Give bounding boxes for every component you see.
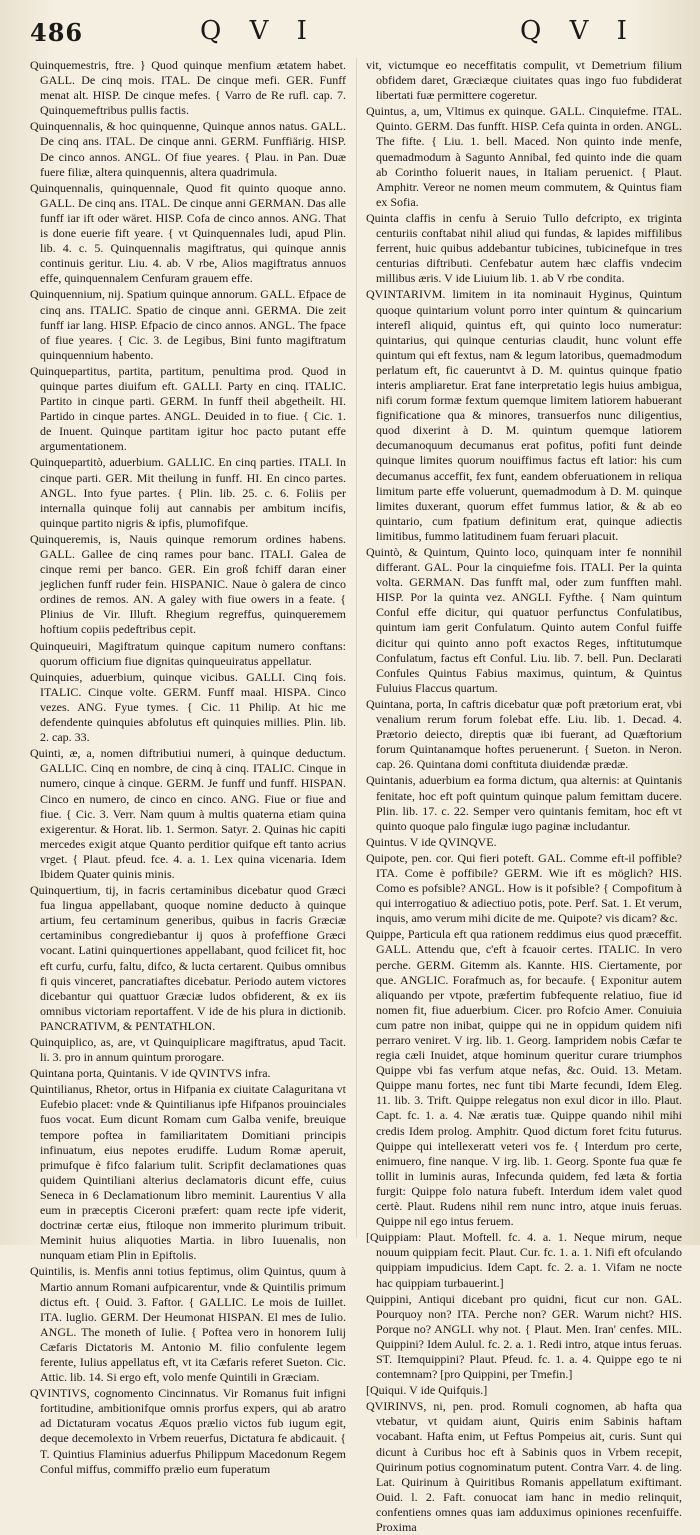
- dictionary-entry: Quippe, Particula eft qua rationem reddimus eius quod præceffit. GALL. Attendu que, c'eft à fcauoir certes. ITALIC. In vero perche. GERM. Gitemm als. Kannte. HIS. Ciertamente, por que. ANGLIC. Forafmuch as, for becaufe. { Exponitur autem aliquando per vtpote, præfertim fubfequente relatiuo, fiue id nomen fit, fiue aduerbium. Cicer. pro Rofcio Amer. Conuiuia cum patre non inibat, quippe qui ne in oppidum quidem nifi perraro veniret. V irg. lib. 1. Georg. Iampridem nobis Cæfar te regia cæli Inuidet, atque hominum queritur curare triumphos Quippe vbi fas verfum atque nefas, &c. Ouid. 13. Metam. Quippe manu fortes, nec funt tibi Marte fecundi, Idem Eleg. 11. lib. 3. Trift. Quippe relegatus non exul dicor in illo. Plaut. Capt. fc. 1. a. 4. Næ æratis tuæ. Quippe quando nihil mihi credis Idem prolog. Amphitr. Quod dictum foret fcitu futurus. Quippe qui intellexeratt veteri vos fe. { Interdum pro certe, enimuero, fine nanque. V irg. lib. 1. Georg. Sponte fua quæ fe tollit in luminis auras, Infecunda quidem, fed læta & fortia furgit: Quippe folo natura fubeft. Interdum idem valet quod certè. Plaut. Rudens nihil rem nunc intro, atque inuis feruas. Quippe nil ego intus feruem.: [366, 927, 682, 1229]
- dictionary-entry: Quinquennalis, quinquennale, Quod fit quinto quoque anno. GALL. De cinq ans. ITAL. De cinque anni GERMAN. Das alle funff iar ift oder wäret. HISP. Cofa de cinco annos. ANG. That is done euerie fift yeare. { vt Quinquennales ludi, apud Plin. lib. 4. c. 5. Quinquennalis magiftratus, qui quinque annis continuis geritur. Liu. 4. ab. V rbe, Alios magiftratus annuos effe, quinquennalem Cenfuram grauem effe.: [30, 180, 346, 286]
- dictionary-entry: [Quiqui. V ide Quifquis.]: [366, 1383, 488, 1398]
- dictionary-entry: Quippini, Antiqui dicebant pro quidni, ficut cur non. GAL. Pourquoy non? ITA. Perche non? GER. Warum nicht? HIS. Porque no? ANGLI. why not. { Plaut. Men. Iran' cenfes. MIL. Quippini? Idem Aulul. fc. 2. a. 1. Redi intro, atque intus feruas. ST. Itemquippini? Plaut. Pfeud. fc. 1. a. 4. Quippe ego te ni contemnam? [pro Quippini, per Tmefin.]: [366, 1291, 682, 1382]
- column-gutter: [356, 58, 357, 1238]
- dictionary-entry: Quinti, æ, a, nomen diftributiui numeri, à quinque deductum. GALLIC. Cinq en nombre, de cinq à cinq. ITALIC. Cinque in numero, cinque à cinque. GERM. Je funff und funff. HISPAN. Cinco en numero, de cinco en cinco. ANG. Fiue or fiue and fiue. { Cic. 3. Verr. Nam quum à multis quaterna etiam quina exigerentur. & Horat. lib. 1. Sermon. Satyr. 2. Quinas hic capiti mercedes exigit atque Quanto perditior quifque eft tanto acrius vrget. { Plaut. pfeud. fce. 4. a. 1. Lex quina vicenaria. Idem Ibidem Quater quinis minis.: [30, 746, 346, 881]
- page-number: 486: [30, 18, 84, 47]
- dictionary-entry: Quinqueuiri, Magiftratum quinque capitum numero conftans: quorum officium fiue dignitas quinqueuiratus appellatur.: [30, 638, 346, 668]
- dictionary-entry: vit, victumque eo neceffitatis compulit, vt Demetrium filium obfidem daret, Græciæque ciuitates quas ingo fuo fubdiderat libertati fuæ permittere cogeretur.: [366, 58, 682, 103]
- text-columns: [30, 58, 682, 1534]
- dictionary-entry: Quinqueremis, is, Nauis quinque remorum ordines habens. GALL. Gallee de cinq rames pour banc. ITALI. Galea de cinque remi per banco. GER. Ein groß fchiff daran einer jeglichen funff ruder fein. HISPANIC. Naue ò galera de cinco ordines de remos. AN. A galey with fiue owers in a feate. { Plinius de Vir. Illuft. Rhegium regreffus, quinqueremem hoftium copiis pedeftribus cepit.: [30, 531, 346, 637]
- dictionary-entry: QVINTARIVM. limitem in ita nominauit Hyginus, Quintum quoque quintarium volunt porro inter quintum & quincarium interefl aliquid, quintus eft, qui quinto loco numeratur: quintarius, qui quinque centurias claudit, hunc volunt effe quintum qui eft fextus, nam & legum latoribus, quemadmodum perlatum eft, fic caueruntvt à D. M. quintus quinque fpatio interis ampliaretur. Erat fane interpretatio legis huius ambigua, nifi corum formæ fextum quemque limitem latiorem habuerant fignificatione qua & minores, transuerfos nunc diligentius, quod dixerint à D. M. quintum quemque latiorem decumanoquum decumanus erat pofitus, pofiti funt deinde quinque limites quorum nouiffimus factus eft latior: his cum decumanus acceffit, fex funt, eandem obferuationem in reliqua limitum parte effe voluerunt, quemadmodum à D. M. quinque limites duxerant, quorum effet fummus latior, & & ab eo quintario, cum fpatium definitum erat, quinque adiectis limitibus, fummo latitudinem fuam feruari placuit.: [366, 287, 682, 543]
- dictionary-entry: QVIRINVS, ni, pen. prod. Romuli cognomen, ab hafta qua vtebatur, vt quidam aiunt, Quiris enim Sabinis haftam vocabant. Hafta enim, ut Feftus Pompeius ait, curis. Sunt qui dicunt à Curibus hoc eft à Sabinis quos in Vrbem recepit, Quirinum potius cognominatum putent. Contra Varr. 4. de ling. Lat. Quirinum à Quiritibus Romanis appellatum exiftimant. Ouid. l. 2. Faft. conuocat iam hanc in medio relinquit, confentiens omnes quas iam adduximus opiniones recenfuiffe. Proxima: [366, 1399, 682, 1534]
- dictionary-entry: Quinquies, aduerbium, quinque vicibus. GALLI. Cinq fois. ITALIC. Cinque volte. GERM. Funff maal. HISPA. Cinco vezes. ANG. Fyue tymes. { Cic. 11 Philip. At hic me defendente quinquies abfolutus eft quinquies millies. Plin. lib. 2. cap. 33.: [30, 669, 346, 745]
- running-head-left: Q V I: [200, 16, 317, 46]
- dictionary-entry: Quintus. V ide QVINQVE.: [366, 834, 497, 849]
- dictionary-entry: QVINTIVS, cognomento Cincinnatus. Vir Romanus fuit infigni fortitudine, ambitionifque omnis prorfus expers, qui ab aratro ad Dictaturam vocatus Æquos prælio victos fub iugum egit, deque decemolexto in Vrbem reuerfus, Dictatura fe abdicauit. { T. Quintius Flaminius aduerfus Philippum Macedonum Regem Conful miffus, commiffo prælio eum fuperatum: [30, 1386, 346, 1476]
- running-head-right: Q V I: [520, 16, 637, 46]
- dictionary-entry: Quintana, porta, In caftris dicebatur quæ poft prætorium erat, vbi venalium rerum forum folebat effe. Liu. lib. 1. Decad. 4. Prætorio deiecto, direptis quæ ibi fuerant, ad Quæftorium forum Quintanamque hoftes peruenerunt. { Sueton. in Neron. cap. 26. Quintana domi conftituta diuidendæ prædæ.: [366, 696, 682, 772]
- dictionary-entry: Quintilianus, Rhetor, ortus in Hifpania ex ciuitate Calaguritana vt Eufebio placet: vnde & Quintilianus ipfe Hifpanos prouinciales fuos vocat. Eum dicunt Romam cum Galba venife, breuique tempore poftea in familiaritatem Domitiani principis infinuatum, eius nepotes erudiffe. Ludum Romæ aperuit, primufque è fifco falarium tulit. Scripfit declamationes quas quidem Quintiliani alterius declamatoris dicunt effe, cuius Seneca in 6 Declamationum libro meminit. Laurentius V alla eum in præceptis Ciceroni præfert: quam recte ipfe viderit, doctrinæ certæ eius, ftiloque non immerito plurimum tribuit. Meminit huius aliquoties Martia. in libro Iuuenalis, non nunquam etiam Plin in Epiftolis.: [30, 1082, 346, 1263]
- dictionary-entry: Quinquennalis, & hoc quinquenne, Quinque annos natus. GALL. De cinq ans. ITAL. De cinque anni. GERM. Funffiärig. HISP. De cinco annos. ANGL. Of fiue yeares. { Plau. in Pan. Duæ fuere filiæ, altera quinquennis, altera quadrimula.: [30, 119, 346, 179]
- dictionary-entry: Quinquepartitus, partita, partitum, penultima prod. Quod in quinque partes diuifum eft. GALLI. Party en cinq. ITALIC. Partito in cinque parti. GERM. In funff theil abgetheilt. HI. Partido in cinque partes. ANGL. Deuided in to fiue. { Cic. 1. de Inuent. Quinque partitam igitur hoc pacto putant effe argumentationem.: [30, 363, 346, 454]
- dictionary-entry: Quinquertium, tij, in facris certaminibus dicebatur quod Græci fua lingua appellabant, quoque nomine deducto à quinque artium, feu certaminum generibus, quibus in facris Græciæ certaminibus congrediebantur ij quos à profeffione Græci vocant. Latini quinquertiones appellabant, quod fcilicet fit, hoc eft curfu, curfu, faltu, difco, & lucta certarent. Quibus omnibus fi quis vinceret, pancratiaftes dicebatur. Periodo autem victores dicebantur qui quattuor Græciæ ludos obfiderent, & ex iis omnibus victoriam reportaffent. V ide de his plura in dictionib. PANCRATIVM, & PENTATHLON.: [30, 883, 346, 1033]
- dictionary-entry: Quinta claffis in cenfu à Seruio Tullo defcripto, ex triginta centuriis conftabat nihil aliud qui fundas, & lapides miffilibus ferrent, huic quibus addebantur tubicines, tubicinefque in tres centurias diftributi. Cenfebatur autem hæc claffis vndecim millibus æris. V ide Liuium lib. 1. ab V rbe condita.: [366, 210, 682, 286]
- dictionary-entry: Quintanis, aduerbium ea forma dictum, qua alternis: at Quintanis fenitate, hoc eft poft quintum quinque palum femittam ducere. Plin. lib. 17. c. 22. Semper vero quintanis femitam, hoc eft vt quinto quoque palo fingulæ iugo paginæ includantur.: [366, 773, 682, 833]
- left-column: [30, 58, 346, 1476]
- dictionary-entry: Quintilis, is. Menfis anni totius feptimus, olim Quintus, quum à Martio annum Romani aufpicarentur, vnde & Quintilis primum dictus eft. { Ouid. 3. Faftor. { GALLIC. Le mois de Iuillet. ITA. luglio. GERM. Der Heumonat HISPAN. El mes de Iulio. ANGL. The moneth of Iulie. { Poftea vero in honorem Iulij Cæfaris Dictatoris M. Antonio M. filio confulente legem ferente, Iulius appellatus eft, vt ita Cæfaris referet Sueton. Cic. Attic. lib. 14. Si ergo eft, volo menfe Quintili in Græciam.: [30, 1264, 346, 1385]
- dictionary-entry: Quinquennium, nij. Spatium quinque annorum. GALL. Efpace de cinq ans. ITALIC. Spatio de cinque anni. GERMA. Die zeit funff iar lang. HISP. Efpacio de cinco annos. ANGL. The fpace of fiue yeares. { Cic. 3. de Legibus, Bini funto magiftratum quinquennium habento.: [30, 287, 346, 362]
- dictionary-entry: [Quippiam: Plaut. Moftell. fc. 4. a. 1. Neque mirum, neque nouum quippiam fecit. Plaut. Cur. fc. 1. a. 1. Nifi eft ofculando quippiam impudicius. Idem Capt. fc. 2. a. 1. Vifam ne nocte hac quippiam turbauerint.]: [366, 1230, 682, 1290]
- right-column: [366, 58, 682, 1534]
- dictionary-entry: Quipote, pen. cor. Qui fieri poteft. GAL. Comme eft-il poffible? ITA. Come è poffibile? GERM. Wie ift es möglich? HIS. Como es pofsible? ANGL. How is it pofsible? { Compofitum à qui interrogatiuo & adiectiuo potis, pote. Perf. Sat. 1. Et verum, inquis, amo verum mihi dicite de me. Quipote? vis dicam? &c.: [366, 850, 682, 926]
- page-header: [30, 12, 682, 58]
- dictionary-entry: Quinquepartitò, aduerbium. GALLIC. En cinq parties. ITALI. In cinque parti. GER. Mit theilung in funff. HI. En cinco partes. ANGL. Into fyue partes. { Plin. lib. 25. c. 6. Foliis per internalla quinque folij aut cannabis per ambitum incifis, quinque partito nigris & ipfis, plumofifque.: [30, 455, 346, 530]
- dictionary-entry: Quintus, a, um, Vltimus ex quinque. GALL. Cinquiefme. ITAL. Quinto. GERM. Das funfft. HISP. Cefa quinta in orden. ANGL. The fifte. { Liu. 1. bell. Maced. Non quinto inde menfe, quemadmodum à Sagunto Annibal, fed quinto inde die quam ab Corintho foluerit naues, in Italiam peruenict. { Plaut. Amphitr. Vereor ne nomen meum commutem, & Quintus fiam ex Sofia.: [366, 104, 682, 209]
- dictionary-entry: Quintò, & Quintum, Quinto loco, quinquam inter fe nonnihil differant. GAL. Pour la cinquiefme fois. ITALI. Per la quinta volta. GERMAN. Das funfft mal, oder zum funfften mahl. HISP. Por la quinta vez. ANGLI. Fyfthe. { Nam quintum Conful effe dicitur, qui quatuor perfunctus Confulatibus, quintum iam gerit Confulatum. Quinto autem Conful fuiffe dicitur qui quinto anno poft exactos Reges, inftitutumque Confulatum, factus eft Conful. Liu. lib. 7. bell. Pun. Declarati Confules Quintus Fabius maximus, quintum, & Quintus Fuluius Flaccus quartum.: [366, 545, 682, 695]
- dictionary-entry: Quinquiplico, as, are, vt Quinquiplicare magiftratus, apud Tacit. li. 3. pro in annum quintum prorogare.: [30, 1035, 346, 1065]
- dictionary-entry: Quinquemestris, ftre. } Quod quinque menfium ætatem habet. GALL. De cinq mois. ITAL. De cinque mefi. GER. Funff menat alt. HISP. De cinque mefes. { Varro de Re rufl. cap. 7. Quinquemeftribus pullis factis.: [30, 58, 346, 118]
- dictionary-entry: Quintana porta, Quintanis. V ide QVINTVS infra.: [30, 1066, 271, 1081]
